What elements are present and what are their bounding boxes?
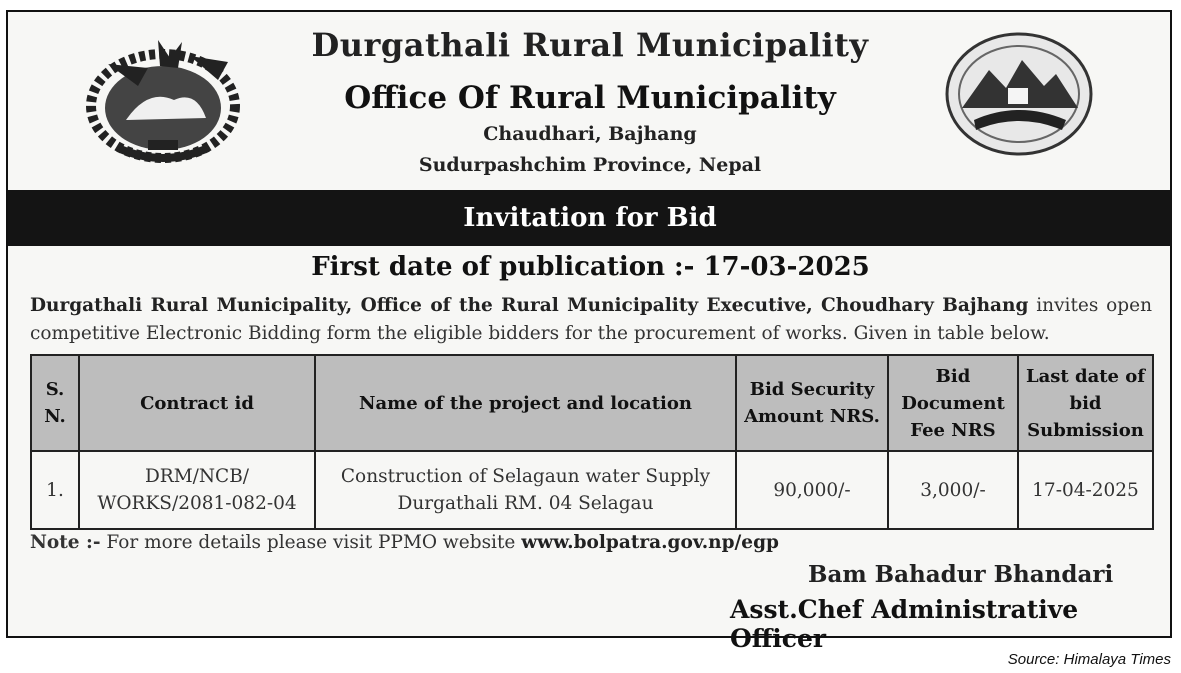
municipality-name: Durgathali Rural Municipality xyxy=(311,26,869,64)
header-contract-id: Contract id xyxy=(79,355,315,451)
publication-date: First date of publication :- 17-03-2025 xyxy=(311,252,870,282)
ppmo-website-link[interactable]: www.bolpatra.gov.np/egp xyxy=(521,532,779,553)
address-line-1: Chaudhari, Bajhang xyxy=(483,123,697,145)
header-doc-fee: Bid Document Fee NRS xyxy=(888,355,1018,451)
cell-sn: 1. xyxy=(31,451,79,529)
cell-doc-fee: 3,000/- xyxy=(888,451,1018,529)
header-sn: S. N. xyxy=(31,355,79,451)
note-label: Note :- xyxy=(30,532,101,553)
office-name: Office Of Rural Municipality xyxy=(344,80,836,116)
header-last-date: Last date of bid Submission xyxy=(1018,355,1153,451)
notice-title-banner: Invitation for Bid xyxy=(8,190,1172,246)
table-header-row xyxy=(31,355,1153,451)
header-project: Name of the project and location xyxy=(315,355,736,451)
header-bid-security: Bid Security Amount NRS. xyxy=(736,355,888,451)
bid-table xyxy=(30,354,1154,530)
source-credit: Source: Himalaya Times xyxy=(1007,651,1171,668)
signatory-name: Bam Bahadur Bhandari xyxy=(808,561,1114,588)
cell-last-date: 17-04-2025 xyxy=(1018,451,1153,529)
intro-paragraph xyxy=(30,292,1152,348)
note-text: For more details please visit PPMO website xyxy=(100,532,522,553)
signatory-title: Asst.Chef Administrative Officer xyxy=(730,595,1079,653)
intro-text: invites open competitive Electronic Bidding form the eligible bidders for the procurement of works. Given in table below. xyxy=(30,295,1152,344)
cell-bid-security: 90,000/- xyxy=(736,451,888,529)
intro-bold: Durgathali Rural Municipality, Office of the Rural Municipality Executive, Choudhary Bajhang xyxy=(30,295,1029,316)
address-line-2: Sudurpashchim Province, Nepal xyxy=(418,154,762,176)
cell-contract-id: DRM/NCB/ WORKS/2081-082-04 xyxy=(79,451,315,529)
note-line xyxy=(30,532,779,553)
cell-project: Construction of Selagaun water Supply Durgathali RM. 04 Selagau xyxy=(315,451,736,529)
table-row xyxy=(31,451,1153,529)
